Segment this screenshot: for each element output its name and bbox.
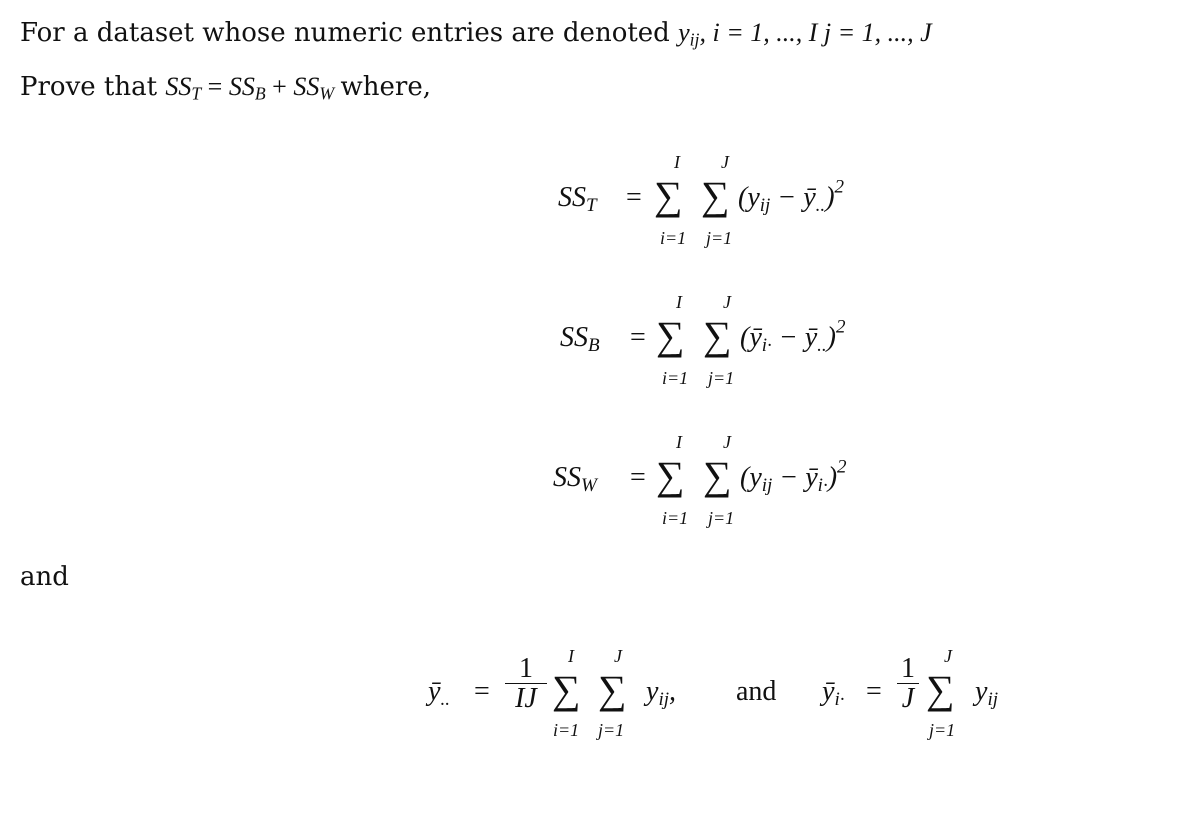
equals-sign: =	[626, 182, 642, 213]
sst-lhs: $SS_T$	[558, 182, 597, 216]
group-mean-fraction: 1 J	[897, 654, 919, 714]
upper-limit-j: J	[723, 432, 731, 452]
intro-line-1	[20, 18, 932, 48]
equation-ssw	[0, 430, 1178, 530]
lower-limit-j: j=1	[708, 508, 735, 528]
lower-limit-i: i=1	[553, 720, 580, 740]
equation-sst	[0, 150, 1178, 250]
lower-limit-i: i=1	[662, 368, 689, 388]
lower-limit-i: i=1	[662, 508, 689, 528]
grand-mean-lhs: $ȳ_{..}$	[428, 676, 450, 710]
group-mean-lhs: $ȳ_{i\cdot}$	[822, 676, 845, 710]
sum-j-symbol: ∑	[598, 667, 627, 712]
and-word: and	[736, 676, 777, 707]
and-connector: and	[20, 562, 69, 592]
sum-i-symbol: ∑	[656, 453, 685, 498]
grand-mean-fraction: 1 IJ	[505, 654, 547, 714]
sum-j-symbol: ∑	[701, 173, 730, 218]
upper-limit-j: J	[944, 646, 952, 666]
means-definitions	[0, 640, 1178, 750]
lower-limit-j: j=1	[929, 720, 956, 740]
equals-sign: =	[866, 676, 882, 707]
where-text: where,	[340, 72, 432, 102]
sum-i-symbol: ∑	[654, 173, 683, 218]
upper-limit-i: I	[674, 152, 680, 172]
intro-index-range: , i = 1, ..., I j = 1, ..., J	[699, 18, 932, 47]
group-mean-summand: $y_{ij}$	[975, 676, 999, 710]
lower-limit-i: i=1	[660, 228, 687, 248]
intro-line-2	[20, 72, 431, 102]
sum-j-symbol: ∑	[926, 667, 955, 712]
equals-sign: =	[630, 322, 646, 353]
prove-text: Prove that	[20, 72, 158, 102]
equals-sign: =	[474, 676, 490, 707]
intro-text: For a dataset whose numeric entries are denoted	[20, 18, 670, 48]
ssb-summand: ($ȳ_{i\cdot}$ − $ȳ_{..})^2$	[740, 316, 846, 356]
sum-j-symbol: ∑	[703, 313, 732, 358]
sst-summand: ($y_{ij}$ − $ȳ_{..})^2$	[738, 176, 845, 216]
upper-limit-i: I	[568, 646, 574, 666]
ssw-summand: ($y_{ij}$ − $ȳ_{i\cdot})^2$	[740, 456, 847, 496]
equals-sign: =	[630, 462, 646, 493]
sum-j-symbol: ∑	[703, 453, 732, 498]
lower-limit-j: j=1	[598, 720, 625, 740]
upper-limit-i: I	[676, 292, 682, 312]
intro-variable: $y_{ij}$	[678, 18, 700, 50]
ssw-lhs: $SS_W$	[553, 462, 597, 496]
ssb-lhs: $SS_B$	[560, 322, 600, 356]
grand-mean-summand: $y_{ij}$,	[646, 676, 677, 710]
upper-limit-j: J	[723, 292, 731, 312]
lower-limit-j: j=1	[706, 228, 733, 248]
identity-formula: $SS_T = SS_B + SS_W$	[165, 72, 335, 104]
upper-limit-j: J	[614, 646, 622, 666]
sum-i-symbol: ∑	[552, 667, 581, 712]
equation-ssb	[0, 290, 1178, 390]
sum-i-symbol: ∑	[656, 313, 685, 358]
upper-limit-j: J	[721, 152, 729, 172]
lower-limit-j: j=1	[708, 368, 735, 388]
upper-limit-i: I	[676, 432, 682, 452]
